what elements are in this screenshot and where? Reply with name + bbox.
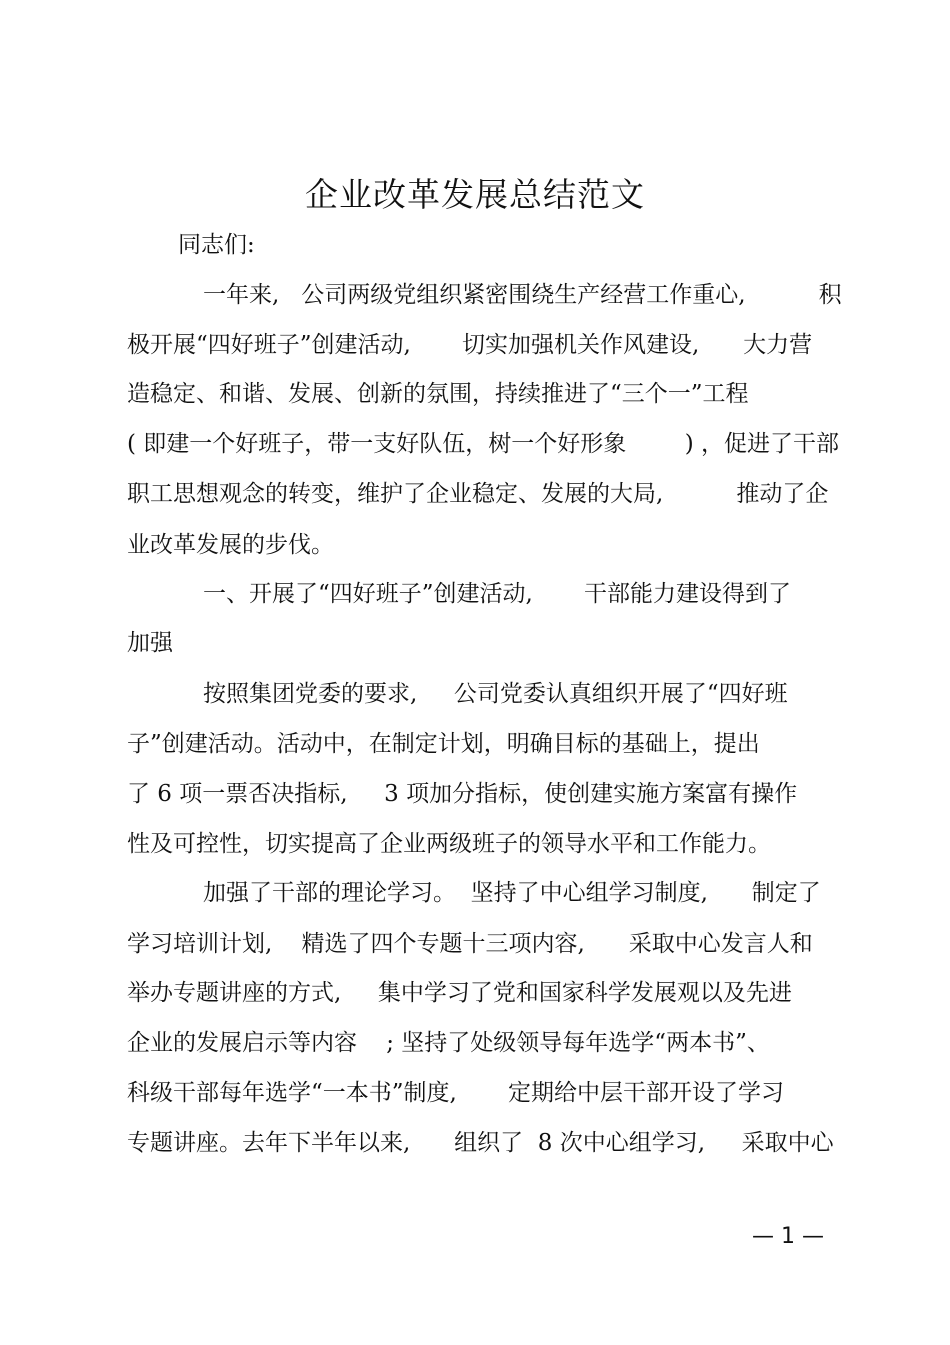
paragraph-line: 学习培训计划, 精选了四个专题十三项内容, 采取中心发言人和 [127,931,813,957]
paragraph-line: ( 即建一个好班子，带一支好队伍，树一个好形象 ) ，促进了干部 [127,431,840,457]
paragraph-line: 举办专题讲座的方式, 集中学习了党和国家科学发展观以及先进 [127,980,792,1006]
paragraph-line: 科级干部每年选学“一本书”制度, 定期给中层干部开设了学习 [127,1080,785,1106]
paragraph-line: 子”创建活动。活动中，在制定计划，明确目标的基础上，提出 [127,731,760,757]
paragraph-line: 一年来, 公司两级党组织紧密围绕生产经营工作重心, 积 [203,282,842,308]
paragraph-line: 专题讲座。去年下半年以来, 组织了 8 次中心组学习, 采取中心 [127,1130,834,1156]
paragraph-line: 业改革发展的步伐。 [127,532,334,558]
paragraph-line: 造稳定、和谐、发展、创新的氛围，持续推进了“三个一”工程 [127,381,749,407]
paragraph-line: 极开展“四好班子”创建活动, 切实加强机关作风建设, 大力营 [127,332,813,358]
document-title: 企业改革发展总结范文 [305,175,645,214]
paragraph-line: 加强了干部的理论学习。 坚持了中心组学习制度, 制定了 [203,880,821,906]
salutation: 同志们: [178,232,255,258]
paragraph-line: 了 6 项一票否决指标, 3 项加分指标，使创建实施方案富有操作 [127,781,798,807]
paragraph-line: 按照集团党委的要求, 公司党委认真组织开展了“四好班 [203,681,788,707]
paragraph-line: 性及可控性，切实提高了企业两级班子的领导水平和工作能力。 [127,831,771,857]
section-heading-line: 加强 [127,630,173,656]
page-number: — 1 — [752,1224,824,1249]
paragraph-line: 企业的发展启示等内容 ; 坚持了处级领导每年选学“两本书”、 [127,1030,770,1056]
paragraph-line: 职工思想观念的转变，维护了企业稳定、发展的大局, 推动了企 [127,481,829,507]
section-heading-line: 一、开展了“四好班子”创建活动, 干部能力建设得到了 [203,581,792,607]
